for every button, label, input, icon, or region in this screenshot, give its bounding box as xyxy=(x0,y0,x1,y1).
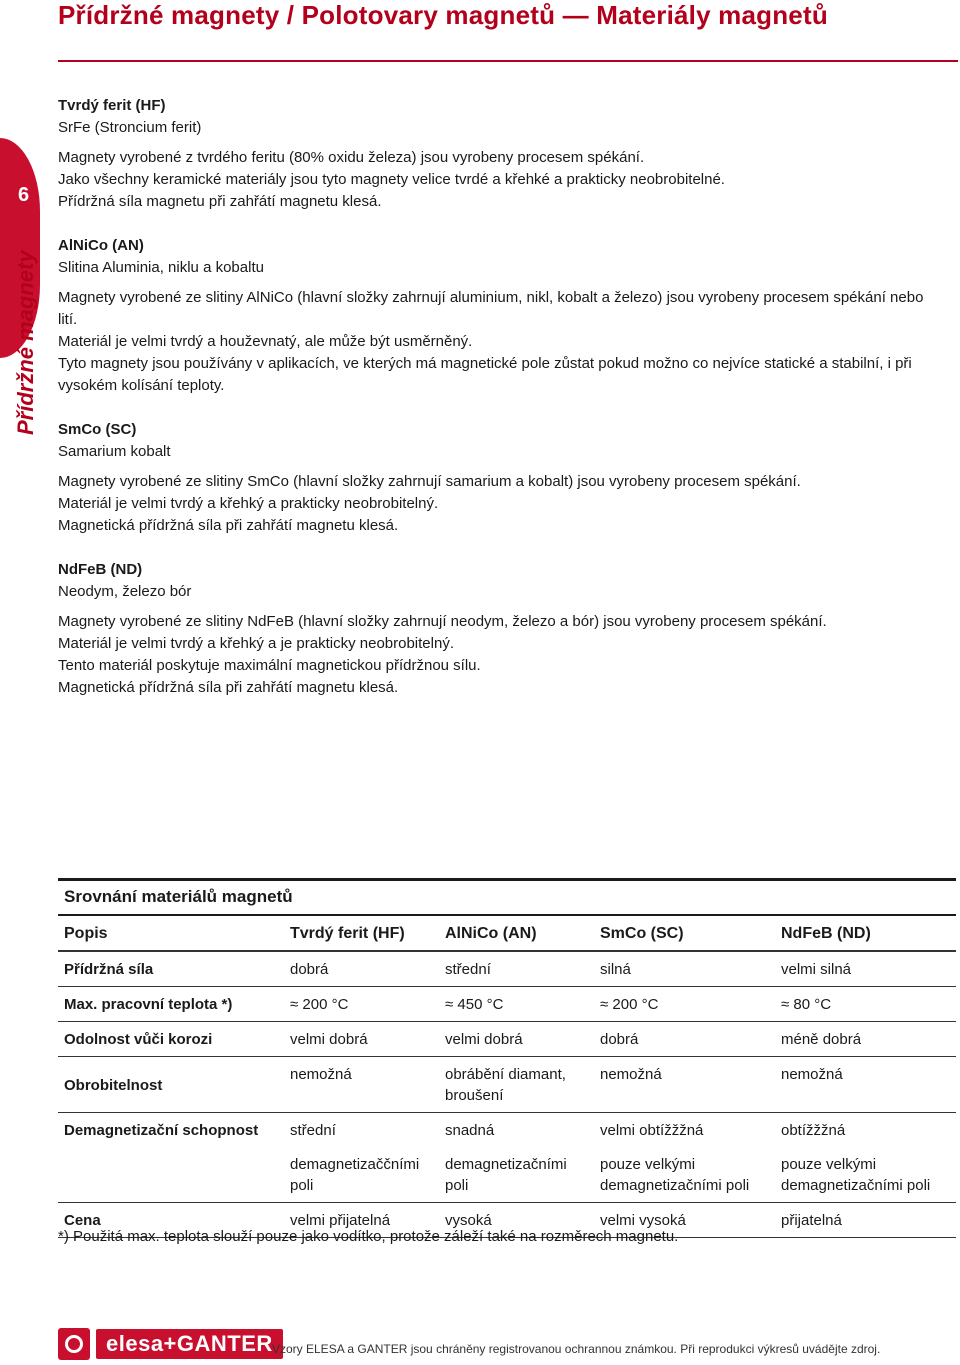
table-row xyxy=(58,1057,956,1113)
table-cell: velmi obtížžžná xyxy=(600,1122,704,1139)
paragraph: Magnety vyrobené z tvrdého feritu (80% oxidu železa) jsou vyrobeny procesem spékání. xyxy=(58,149,645,166)
table-cell: nemožná xyxy=(284,1057,439,1113)
table-cell: demagnetizaččními poli xyxy=(284,1147,439,1203)
section-hard-ferrite xyxy=(58,95,938,213)
logo-icon xyxy=(58,1328,90,1360)
row-label: Odolnost vůči korozi xyxy=(58,1022,284,1057)
table-cell: obrábění diamant, broušení xyxy=(439,1057,594,1113)
table-cell: velmi dobrá xyxy=(284,1022,439,1057)
table-row xyxy=(58,987,956,1022)
materials-description xyxy=(58,95,938,721)
table-cell: přijatelná xyxy=(775,1203,956,1238)
side-section-label: Přídržné magnety xyxy=(13,250,38,435)
section-subtitle: Neodym, železo bór xyxy=(58,583,192,600)
table-row xyxy=(58,951,956,987)
logo-text: elesa+GANTER xyxy=(96,1329,283,1359)
table-cell: ≈ 80 °C xyxy=(775,987,956,1022)
table-cell: střední xyxy=(290,1122,336,1139)
column-header: Popis xyxy=(58,916,284,951)
table-row xyxy=(58,1113,956,1148)
paragraph: Tento materiál poskytuje maximální magnetickou přídržnou sílu. xyxy=(58,657,481,674)
paragraph: Tyto magnety jsou používány v aplikacích, ve kterých má magnetické pole zůstat pokud možno co nejvíce statické a stabilní, i při vysokém kolísání teploty. xyxy=(58,355,912,394)
row-label: Přídržná síla xyxy=(58,951,284,987)
row-label: Demagnetizační schopnost xyxy=(64,1122,259,1139)
table-header-row xyxy=(58,916,956,951)
column-header: SmCo (SC) xyxy=(594,916,775,951)
table-cell: silná xyxy=(594,951,775,987)
page-title: Přídržné magnety / Polotovary magnetů — Materiály magnetů xyxy=(58,0,828,30)
section-title: SmCo (SC) xyxy=(58,421,137,438)
table-cell: velmi silná xyxy=(775,951,956,987)
table-cell: demagnetizačními poli xyxy=(439,1147,594,1203)
table-cell: obtížžžná xyxy=(781,1122,846,1139)
table-row xyxy=(58,1147,956,1203)
section-title: AlNiCo (AN) xyxy=(58,237,144,254)
section-subtitle: Slitina Aluminia, niklu a kobaltu xyxy=(58,259,264,276)
table-cell: střední xyxy=(439,951,594,987)
comparison-title: Srovnání materiálů magnetů xyxy=(64,887,293,906)
table-cell: pouze velkými demagnetizačními poli xyxy=(775,1147,956,1203)
paragraph: Magnety vyrobené ze slitiny NdFeB (hlavní složky zahrnují neodym, železo a bór) jsou vyrobeny procesem spékání. xyxy=(58,613,827,630)
column-header: NdFeB (ND) xyxy=(775,916,956,951)
paragraph: Materiál je velmi tvrdý a křehký a je prakticky neobrobitelný. xyxy=(58,635,454,652)
table-cell: snadná xyxy=(445,1122,495,1139)
comparison-table-block xyxy=(58,878,956,1238)
table-cell: méně dobrá xyxy=(775,1022,956,1057)
section-title: Tvrdý ferit (HF) xyxy=(58,97,166,114)
table-cell: dobrá xyxy=(594,1022,775,1057)
footer-note: Vzory ELESA a GANTER jsou chráněny registrovanou ochrannou známkou. Při reprodukci výkresů uvádějte zdroj. xyxy=(272,1342,881,1356)
table-footnote: *) Použitá max. teplota slouží pouze jako vodítko, protože záleží také na rozměrech magnetu. xyxy=(58,1228,679,1245)
table-cell: velmi vysoká xyxy=(594,1203,775,1238)
section-title: NdFeB (ND) xyxy=(58,561,143,578)
section-alnico xyxy=(58,235,938,397)
paragraph: Magnety vyrobené ze slitiny SmCo (hlavní složky zahrnují samarium a kobalt) jsou vyrobeny procesem spékání. xyxy=(58,473,801,490)
paragraph: Přídržná síla magnetu při zahřátí magnetu klesá. xyxy=(58,193,382,210)
comparison-table xyxy=(58,916,956,1238)
table-cell: ≈ 450 °C xyxy=(439,987,594,1022)
section-ndfeb xyxy=(58,559,938,699)
section-subtitle: SrFe (Stroncium ferit) xyxy=(58,119,202,136)
table-cell: vysoká xyxy=(439,1203,594,1238)
table-cell: nemožná xyxy=(775,1057,956,1113)
paragraph: Magnetická přídržná síla při zahřátí magnetu klesá. xyxy=(58,517,399,534)
section-smco xyxy=(58,419,938,537)
table-cell: velmi dobrá xyxy=(439,1022,594,1057)
paragraph: Magnety vyrobené ze slitiny AlNiCo (hlavní složky zahrnují aluminium, nikl, kobalt a železo) jsou vyrobeny procesem spékání nebo lití. xyxy=(58,289,924,328)
table-cell: dobrá xyxy=(284,951,439,987)
section-subtitle: Samarium kobalt xyxy=(58,443,171,460)
table-cell: pouze velkými demagnetizačními poli xyxy=(594,1147,775,1203)
brand-logo xyxy=(58,1328,283,1360)
row-label: Max. pracovní teplota *) xyxy=(58,987,284,1022)
table-cell: velmi přijatelná xyxy=(284,1203,439,1238)
paragraph: Jako všechny keramické materiály jsou tyto magnety velice tvrdé a křehké a prakticky neobrobitelné. xyxy=(58,171,725,188)
paragraph: Materiál je velmi tvrdý a houževnatý, ale může být usměrněný. xyxy=(58,333,473,350)
table-cell: ≈ 200 °C xyxy=(594,987,775,1022)
title-divider xyxy=(58,60,958,62)
row-label: Cena xyxy=(58,1203,284,1238)
row-label xyxy=(58,1147,284,1203)
column-header: Tvrdý ferit (HF) xyxy=(284,916,439,951)
row-label: Obrobitelnost xyxy=(58,1057,284,1113)
table-cell: ≈ 200 °C xyxy=(284,987,439,1022)
paragraph: Materiál je velmi tvrdý a křehký a prakticky neobrobitelný. xyxy=(58,495,439,512)
chapter-number: 6 xyxy=(18,184,30,206)
table-cell: nemožná xyxy=(594,1057,775,1113)
column-header: AlNiCo (AN) xyxy=(439,916,594,951)
paragraph: Magnetická přídržná síla při zahřátí magnetu klesá. xyxy=(58,679,399,696)
table-row xyxy=(58,1022,956,1057)
